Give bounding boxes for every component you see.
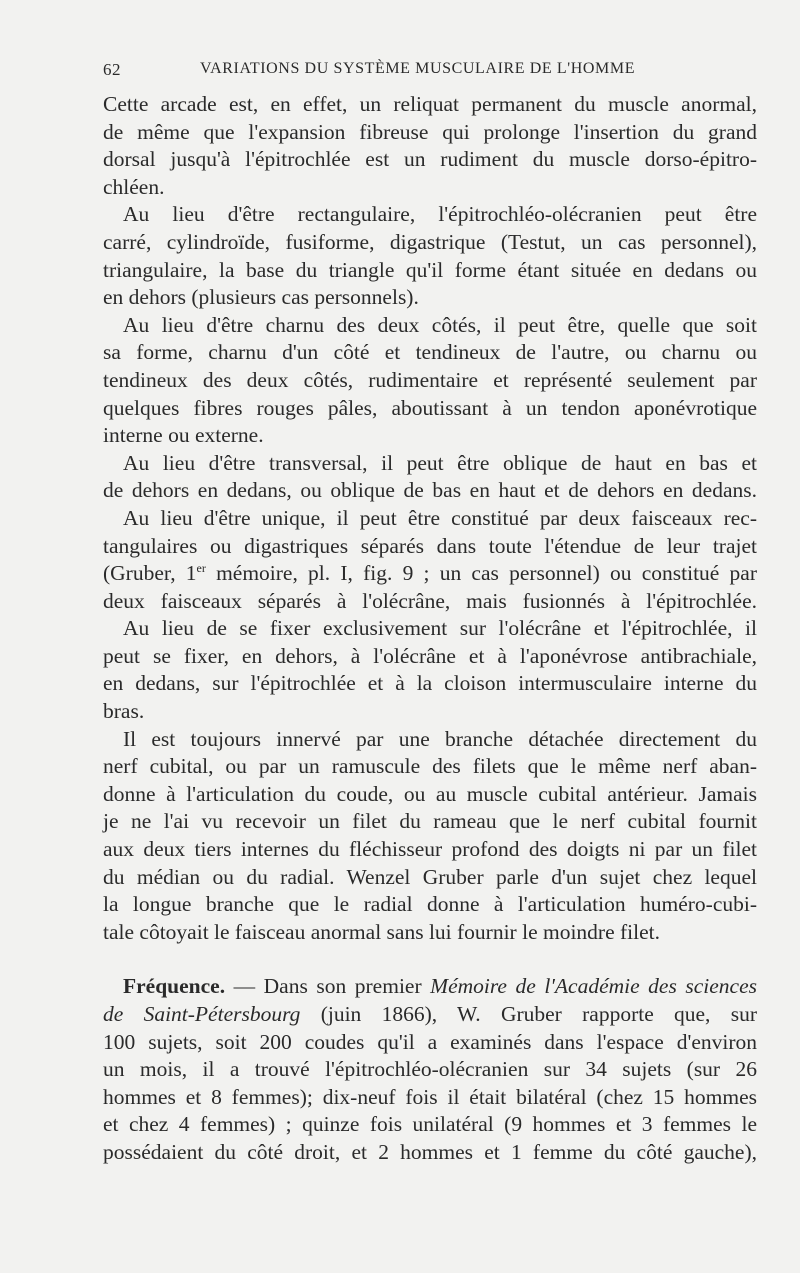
text-line: peut se fixer, en dehors, à l'olécrâne et à l'aponévrose antibrachiale, [103,643,757,668]
text-line: deux faisceaux séparés à l'olécrâne, mais fusionnés à l'épitrochlée. [103,588,757,613]
paragraph [103,726,757,947]
body-text [103,91,757,1167]
text-line: Au lieu d'être transversal, il peut être oblique de haut en bas et [123,450,757,475]
text-line: de dehors en dedans, ou oblique de bas en haut et de dehors en dedans. [103,478,757,503]
paragraph [103,505,757,615]
text-line: interne ou externe. [103,423,264,448]
frequence-section [103,973,757,1166]
text-line: donne à l'articulation du coude, ou au muscle cubital antérieur. Jamais [103,781,757,806]
paragraph [103,450,757,505]
italic-title: Mémoire de l'Académie des sciences [430,974,758,999]
paragraph [103,91,757,201]
running-title: VARIATIONS DU SYSTÈME MUSCULAIRE DE L'HOMME [200,60,636,77]
section-heading: Fréquence. [123,974,226,999]
paragraph [103,615,757,725]
superscript: er [196,561,206,576]
text-line: 100 sujets, soit 200 coudes qu'il a examinés dans l'espace d'environ [103,1029,757,1054]
text-line: quelques fibres rouges pâles, aboutissant à un tendon aponévrotique [103,395,757,420]
text-line: de même que l'expansion fibreuse qui prolonge l'insertion du grand [103,119,757,144]
text-fragment: (Gruber, 1 [103,561,197,586]
text-line: du médian ou du radial. Wenzel Gruber parle d'un sujet chez lequel [103,864,757,889]
text-line: triangulaire, la base du triangle qu'il forme étant située en dedans ou [103,257,757,282]
text-line: aux deux tiers internes du fléchisseur profond des doigts ni par un filet [103,837,757,862]
text-line: tangulaires ou digastriques séparés dans toute l'étendue de leur trajet [103,533,757,558]
text-line: en dedans, sur l'épitrochlée et à la cloison intermusculaire interne du [103,671,757,696]
text-line: Il est toujours innervé par une branche détachée directement du [123,726,757,751]
text-line: et chez 4 femmes) ; quinze fois unilatéral (9 hommes et 3 femmes le [103,1112,757,1137]
paragraph [103,312,757,450]
text-line: Au lieu de se fixer exclusivement sur l'olécrâne et l'épitrochlée, il [123,616,757,641]
text-fragment: (juin 1866), W. Gruber rapporte que, sur [300,1002,757,1026]
text-line: chléen. [103,174,165,199]
text-line: bras. [103,699,145,724]
text-line: nerf cubital, ou par un ramuscule des filets que le même nerf aban- [103,754,757,779]
italic-title: de Saint-Pétersbourg [103,1002,301,1026]
paragraph [103,201,757,311]
text-line: en dehors (plusieurs cas personnels). [103,285,419,310]
text-line: possédaient du côté droit, et 2 hommes et 1 femme du côté gauche), [103,1139,757,1164]
text-line: Au lieu d'être charnu des deux côtés, il peut être, quelle que soit [123,312,757,337]
text-line: tendineux des deux côtés, rudimentaire et représenté seulement par [103,367,757,392]
page-number: 62 [103,60,121,79]
text-fragment: — Dans son premier [225,974,431,999]
text-line: un mois, il a trouvé l'épitrochléo-olécranien sur 34 sujets (sur 26 [103,1057,757,1082]
section-gap [103,946,757,973]
text-fragment: mémoire, pl. I, fig. 9 ; un cas personnel) ou constitué par [205,561,758,586]
text-line [103,1001,757,1029]
text-line [103,973,757,1001]
text-line: tale côtoyait le faisceau anormal sans lui fournir le moindre filet. [103,919,661,944]
text-line: Cette arcade est, en effet, un reliquat permanent du muscle anormal, [103,92,757,116]
text-line: carré, cylindroïde, fusiforme, digastrique (Testut, un cas personnel), [103,229,757,254]
page-header [103,60,757,90]
text-line [103,560,757,588]
text-line: sa forme, charnu d'un côté et tendineux de l'autre, ou charnu ou [103,340,757,365]
text-line: Au lieu d'être unique, il peut être constitué par deux faisceaux rec- [123,505,757,530]
text-line: je ne l'ai vu recevoir un filet du rameau que le nerf cubital fournit [103,809,757,834]
text-line: hommes et 8 femmes); dix-neuf fois il était bilatéral (chez 15 hommes [103,1084,757,1109]
text-line: Au lieu d'être rectangulaire, l'épitrochléo-olécranien peut être [123,202,757,227]
text-line: la longue branche que le radial donne à l'articulation huméro-cubi- [103,892,757,917]
text-line: dorsal jusqu'à l'épitrochlée est un rudiment du muscle dorso-épitro- [103,147,757,172]
